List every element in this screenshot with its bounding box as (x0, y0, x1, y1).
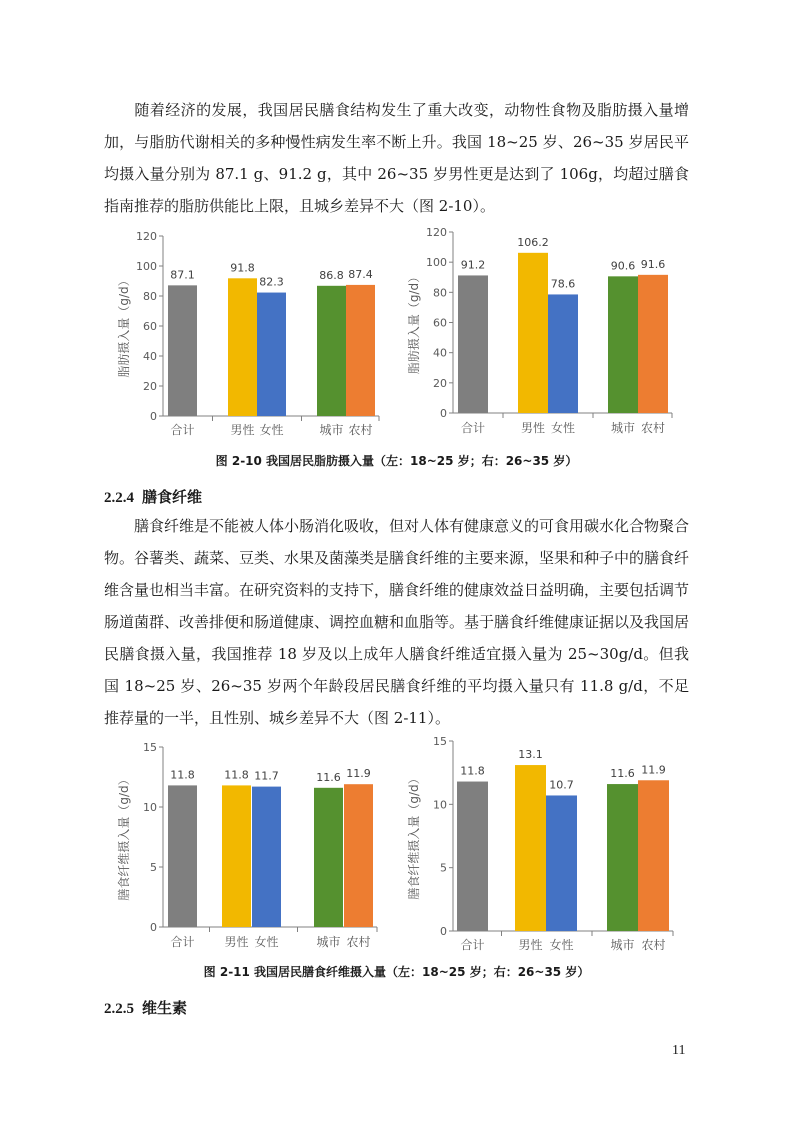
bar-3 (257, 293, 286, 416)
chart-fat-18-25 (115, 226, 377, 448)
section-title: 膳食纤维 (142, 488, 203, 506)
bar-1 (458, 275, 488, 413)
y-axis-label: 膳食纤维摄入量（g/d） (407, 772, 421, 900)
bar-4 (317, 286, 346, 416)
data-label: 11.8 (170, 768, 195, 782)
category-label: 城市 (610, 421, 636, 435)
y-tick-label: 60 (143, 320, 157, 333)
category-label: 农村 (348, 423, 373, 437)
bar-5 (346, 285, 375, 416)
y-tick-label: 120 (136, 230, 157, 243)
bar-5 (638, 780, 669, 931)
chart-fiber-18-25 (115, 737, 377, 960)
y-tick-label: 15 (143, 741, 157, 754)
bar-4 (607, 784, 638, 931)
bar-2 (515, 765, 546, 931)
y-tick-label: 0 (150, 921, 157, 934)
data-label: 90.6 (610, 259, 636, 273)
y-tick-label: 0 (440, 407, 447, 420)
data-label: 87.4 (348, 267, 373, 281)
data-label: 106.2 (517, 235, 549, 249)
y-tick-label: 10 (433, 798, 447, 812)
category-label: 女性 (549, 938, 574, 952)
category-label: 男性 (518, 938, 543, 952)
y-tick-label: 80 (433, 286, 447, 300)
section-number: 2.2.4 (104, 490, 134, 506)
page-number: 11 (672, 1043, 686, 1058)
category-label: 女性 (550, 421, 576, 435)
category-label: 女性 (259, 423, 284, 437)
data-label: 10.7 (549, 778, 574, 792)
y-tick-label: 10 (143, 801, 157, 814)
bar-5 (638, 275, 668, 413)
data-label: 11.8 (460, 764, 485, 778)
data-label: 13.1 (518, 748, 543, 762)
y-tick-label: 5 (440, 861, 447, 875)
data-label: 82.3 (259, 275, 284, 289)
section-number: 2.2.5 (104, 1001, 134, 1017)
category-label: 农村 (641, 938, 666, 952)
bar-4 (608, 276, 638, 413)
section-heading-2-2-5 (104, 997, 187, 1018)
y-tick-label: 60 (433, 316, 447, 330)
data-label: 87.1 (170, 268, 195, 282)
data-label: 86.8 (319, 268, 344, 282)
category-label: 城市 (319, 423, 344, 437)
data-label: 11.8 (224, 768, 249, 782)
bar-3 (546, 795, 577, 931)
data-label: 78.6 (550, 277, 576, 291)
category-label: 合计 (460, 938, 485, 952)
paragraph-dietary-fiber-text: 膳食纤维是不能被人体小肠消化吸收，但对人体有健康意义的可食用碳水化合物聚合物。谷薯类、蔬菜、豆类、水果及菌藻类是膳食纤维的主要来源，坚果和种子中的膳食纤维含量也相当丰富。在研究资料的支持下，膳食纤维的健康效益日益明确，主要包括调节肠道菌群、改善排便和肠道健康、调控血糖和血脂等。基于膳食纤维健康证据以及我国居民膳食摄入量，我国推荐 18 岁及以上成年人膳食纤维适宜摄入量为 25~30g/d。但我国 18~25 岁、26~35 岁两个年龄段居民膳食纤维的平均摄入量只有 11.8 g/d，不足推荐量的一半，且性别、城乡差异不大（图 2-11）。 (104, 517, 690, 727)
category-label: 城市 (610, 938, 635, 952)
bar-2 (518, 253, 548, 413)
figure-2-10-caption: 图 2-10 我国居民脂肪摄入量（左：18~25 岁；右：26~35 岁） (215, 454, 578, 468)
category-label: 男性 (230, 423, 255, 437)
bar-2 (222, 785, 251, 927)
section-heading-2-2-4 (104, 486, 202, 507)
category-label: 农村 (346, 935, 371, 949)
category-label: 女性 (254, 935, 279, 949)
data-label: 91.6 (640, 257, 666, 271)
paragraph-fat-intake (104, 94, 689, 222)
y-tick-label: 0 (150, 410, 157, 423)
data-label: 11.6 (610, 767, 635, 781)
bar-2 (228, 278, 257, 416)
category-label: 农村 (640, 421, 666, 435)
data-label: 11.9 (346, 767, 371, 781)
bar-1 (168, 285, 197, 416)
category-label: 城市 (316, 935, 341, 949)
data-label: 11.9 (641, 763, 666, 777)
y-tick-label: 15 (433, 735, 447, 748)
y-tick-label: 40 (433, 346, 447, 360)
category-label: 男性 (224, 935, 249, 949)
bar-3 (548, 294, 578, 413)
figure-2-11-caption: 图 2-11 我国居民膳食纤维摄入量（左：18~25 岁；右：26~35 岁） (203, 965, 590, 979)
y-tick-label: 80 (143, 290, 157, 303)
bar-3 (252, 787, 281, 927)
category-label: 合计 (170, 423, 195, 437)
chart-fat-26-35 (405, 222, 677, 448)
bar-5 (344, 784, 373, 927)
data-label: 91.2 (460, 258, 486, 272)
y-tick-label: 100 (426, 256, 447, 270)
y-tick-label: 20 (143, 380, 157, 393)
y-tick-label: 40 (143, 350, 157, 363)
paragraph-fat-intake-text: 随着经济的发展，我国居民膳食结构发生了重大改变，动物性食物及脂肪摄入量增加，与脂肪代谢相关的多种慢性病发生率不断上升。我国 18~25 岁、26~35 岁居民平均摄入量分别为 87.1 g、91.2 g，其中 26~35 岁男性更是达到了 106g，均超过膳食指南推荐的脂肪供能比上限，且城乡差异不大（图 2-10）。 (104, 101, 689, 215)
y-tick-label: 5 (150, 861, 157, 874)
y-axis-label: 膳食纤维摄入量（g/d） (117, 773, 131, 901)
y-tick-label: 100 (136, 260, 157, 273)
y-tick-label: 20 (433, 376, 447, 390)
data-label: 11.7 (254, 769, 279, 783)
bar-1 (457, 782, 488, 931)
paragraph-dietary-fiber (104, 510, 689, 734)
section-title: 维生素 (142, 999, 188, 1017)
chart-fiber-26-35 (405, 733, 677, 960)
y-tick-label: 120 (426, 226, 447, 239)
category-label: 合计 (170, 935, 195, 949)
bar-1 (168, 785, 197, 927)
y-tick-label: 0 (440, 925, 447, 938)
category-label: 男性 (520, 421, 546, 435)
data-label: 11.6 (316, 770, 341, 784)
y-axis-label: 脂肪摄入量（g/d） (407, 270, 421, 375)
category-label: 合计 (460, 421, 486, 435)
y-axis-label: 脂肪摄入量（g/d） (117, 274, 131, 378)
bar-4 (314, 788, 343, 927)
data-label: 91.8 (230, 261, 255, 275)
